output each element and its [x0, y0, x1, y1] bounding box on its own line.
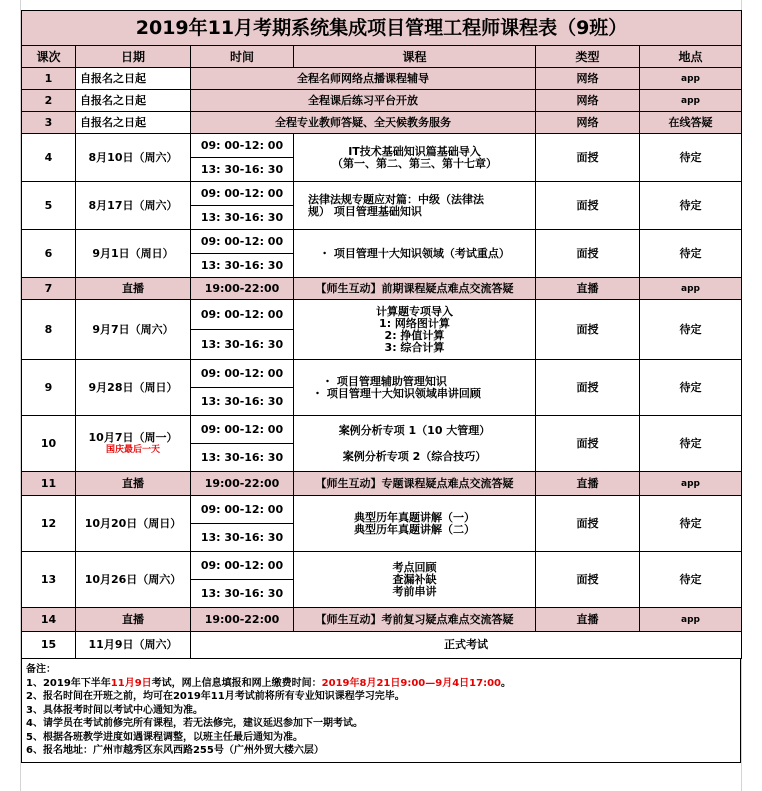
row-type: 面授: [536, 134, 640, 182]
course-line: 规） 项目管理基础知识: [308, 204, 422, 218]
row-time-afternoon: 13: 30-16: 30: [191, 206, 294, 230]
row-date: 9月28日（周日）: [76, 360, 191, 416]
row-place: 在线答疑: [640, 112, 742, 134]
header-row: [22, 46, 742, 68]
note-line-1: [26, 677, 736, 691]
row-no: 13: [22, 552, 76, 608]
row-course: 【师生互动】考前复习疑点难点交流答疑: [294, 608, 536, 632]
schedule-table: [21, 10, 742, 659]
course-line: 考点回顾: [392, 560, 437, 574]
course-line: 3: 综合计算: [384, 340, 445, 354]
row-course: 全程课后练习平台开放: [191, 90, 536, 112]
row-type: 面授: [536, 300, 640, 360]
row-date: 直播: [76, 608, 191, 632]
row-date: [76, 416, 191, 472]
row-place: app: [640, 68, 742, 90]
row-type: 面授: [536, 552, 640, 608]
row-time-morning: 09: 00-12: 00: [191, 134, 294, 158]
course-line: 典型历年真题讲解（一）: [354, 510, 475, 524]
course-line: （第一、第二、第三、第十七章）: [332, 156, 497, 170]
row-date: 10月20日（周日）: [76, 496, 191, 552]
row-place: 待定: [640, 552, 742, 608]
row-no: 8: [22, 300, 76, 360]
row-type: 面授: [536, 416, 640, 472]
table-row: [22, 300, 742, 330]
course-line: 计算题专项导入: [376, 304, 453, 318]
row-type: 面授: [536, 182, 640, 230]
notes-heading: 备注：: [26, 664, 56, 675]
row-time-afternoon: 13: 30-16: 30: [191, 388, 294, 416]
col-header-course: 课程: [294, 46, 536, 68]
row-time-afternoon: 13: 30-16: 30: [191, 580, 294, 608]
row-no: 6: [22, 230, 76, 278]
row-date: 10月26日（周六）: [76, 552, 191, 608]
row-time: 19:00-22:00: [191, 608, 294, 632]
col-header-date: 日期: [76, 46, 191, 68]
row-date: 9月1日（周日）: [76, 230, 191, 278]
note-text: 1、2019年下半年: [26, 677, 111, 689]
note-line-5: 5、根据各班教学进度如遇课程调整，以班主任最后通知为准。: [26, 731, 303, 743]
row-time-afternoon: 13: 30-16: 30: [191, 254, 294, 278]
row-course: 全程专业教师答疑、全天候教务服务: [191, 112, 536, 134]
row-course: 全程名师网络点播课程辅导: [191, 68, 536, 90]
course-line: 案例分析专项 2（综合技巧）: [342, 449, 487, 463]
row-date: 自报名之日起: [76, 68, 191, 90]
note-text: 考试，网上信息填报和网上缴费时间：: [151, 677, 322, 689]
row-time-afternoon: 13: 30-16: 30: [191, 330, 294, 360]
table-row: [22, 608, 742, 632]
row-place: 待定: [640, 134, 742, 182]
row-type: 面授: [536, 496, 640, 552]
row-time: 19:00-22:00: [191, 278, 294, 300]
row-type: 直播: [536, 278, 640, 300]
row-course: ・ 项目管理十大知识领域（考试重点）: [294, 230, 536, 278]
row-place: app: [640, 90, 742, 112]
table-row: [22, 68, 742, 90]
row-time-morning: 09: 00-12: 00: [191, 230, 294, 254]
table-row: [22, 552, 742, 580]
row-time-afternoon: 13: 30-16: 30: [191, 524, 294, 552]
course-line: 2: 挣值计算: [384, 328, 445, 342]
note-line-2: 2、报名时间在开班之前，均可在2019年11月考试前将所有专业知识课程学习完毕。: [26, 691, 405, 702]
row-type: 网络: [536, 112, 640, 134]
row-no: 11: [22, 472, 76, 496]
row-date: 8月10日（周六）: [76, 134, 191, 182]
row-type: 网络: [536, 90, 640, 112]
table-row: [22, 278, 742, 300]
row-time-morning: 09: 00-12: 00: [191, 360, 294, 388]
row-date: 9月7日（周六）: [76, 300, 191, 360]
row-date: 11月9日（周六）: [76, 632, 191, 659]
row-place: 待定: [640, 230, 742, 278]
row-time-afternoon: 13: 30-16: 30: [191, 444, 294, 472]
row-time-morning: 09: 00-12: 00: [191, 300, 294, 330]
row-place: 待定: [640, 360, 742, 416]
note-line-6: 6、报名地址：广州市越秀区东风西路255号（广州外贸大楼六层）: [26, 745, 324, 756]
row-place: 待定: [640, 182, 742, 230]
row-course: [294, 134, 536, 182]
row-course: [294, 182, 536, 230]
table-row: [22, 134, 742, 158]
row-date: 直播: [76, 278, 191, 300]
course-line: 案例分析专项 1（10 大管理）: [338, 423, 491, 437]
schedule-sheet: [21, 10, 741, 763]
row-course: [294, 416, 536, 472]
row-no: 9: [22, 360, 76, 416]
table-row: [22, 472, 742, 496]
row-type: 直播: [536, 608, 640, 632]
row-type: 面授: [536, 360, 640, 416]
table-row: [22, 112, 742, 134]
row-date: 直播: [76, 472, 191, 496]
table-row: [22, 182, 742, 206]
row-place: app: [640, 472, 742, 496]
row-type: 面授: [536, 230, 640, 278]
row-course: [294, 300, 536, 360]
note-text: 。: [501, 677, 511, 689]
row-course: [294, 360, 536, 416]
table-row: [22, 230, 742, 254]
note-highlight: 2019年8月21日9:00—9月4日17:00: [321, 677, 501, 689]
row-no: 15: [22, 632, 76, 659]
course-line: IT技术基础知识篇基础导入: [348, 144, 481, 158]
course-spacer: [296, 437, 533, 451]
row-course: [294, 496, 536, 552]
course-line: 1: 网络图计算: [379, 316, 450, 330]
row-no: 3: [22, 112, 76, 134]
row-no: 14: [22, 608, 76, 632]
date-text: 10月7日（周一）: [88, 430, 178, 444]
row-no: 1: [22, 68, 76, 90]
col-header-no: 课次: [22, 46, 76, 68]
table-row: [22, 416, 742, 444]
row-no: 10: [22, 416, 76, 472]
course-line: ・ 项目管理十大知识领域串讲回顾: [312, 386, 481, 400]
note-line-3: 3、具体报考时间以考试中心通知为准。: [26, 704, 203, 716]
date-note: 国庆最后一天: [105, 444, 160, 455]
col-header-type: 类型: [536, 46, 640, 68]
row-no: 5: [22, 182, 76, 230]
col-header-place: 地点: [640, 46, 742, 68]
row-place: app: [640, 608, 742, 632]
course-line: 典型历年真题讲解（二）: [354, 522, 475, 536]
note-line-4: 4、请学员在考试前修完所有课程，若无法修完，建议延迟参加下一期考试。: [26, 718, 363, 729]
row-no: 12: [22, 496, 76, 552]
row-course: 【师生互动】专题课程疑点难点交流答疑: [294, 472, 536, 496]
note-highlight: 11月9日: [110, 677, 152, 689]
row-course: 正式考试: [191, 632, 742, 659]
row-date: 自报名之日起: [76, 90, 191, 112]
row-date: 8月17日（周六）: [76, 182, 191, 230]
row-place: 待定: [640, 300, 742, 360]
row-time-afternoon: 13: 30-16: 30: [191, 158, 294, 182]
row-date: 自报名之日起: [76, 112, 191, 134]
notes-section: [21, 659, 741, 763]
row-no: 2: [22, 90, 76, 112]
row-place: 待定: [640, 496, 742, 552]
row-course: [294, 552, 536, 608]
row-time-morning: 09: 00-12: 00: [191, 496, 294, 524]
row-time-morning: 09: 00-12: 00: [191, 416, 294, 444]
row-time: 19:00-22:00: [191, 472, 294, 496]
row-place: 待定: [640, 416, 742, 472]
course-line: 查漏补缺: [392, 572, 437, 586]
row-no: 4: [22, 134, 76, 182]
row-type: 直播: [536, 472, 640, 496]
row-type: 网络: [536, 68, 640, 90]
course-line: 法律法规专题应对篇：中级（法律法: [308, 192, 484, 206]
row-course: 【师生互动】前期课程疑点难点交流答疑: [294, 278, 536, 300]
table-row: [22, 90, 742, 112]
table-row: [22, 360, 742, 388]
row-time-morning: 09: 00-12: 00: [191, 552, 294, 580]
course-line: 考前串讲: [392, 584, 437, 598]
row-time-morning: 09: 00-12: 00: [191, 182, 294, 206]
table-row: [22, 496, 742, 524]
page-title: 2019年11月考期系统集成项目管理工程师课程表（9班）: [22, 11, 742, 46]
table-row: [22, 632, 742, 659]
course-line: ・ 项目管理辅助管理知识: [322, 374, 447, 388]
col-header-time: 时间: [191, 46, 294, 68]
row-place: app: [640, 278, 742, 300]
row-no: 7: [22, 278, 76, 300]
